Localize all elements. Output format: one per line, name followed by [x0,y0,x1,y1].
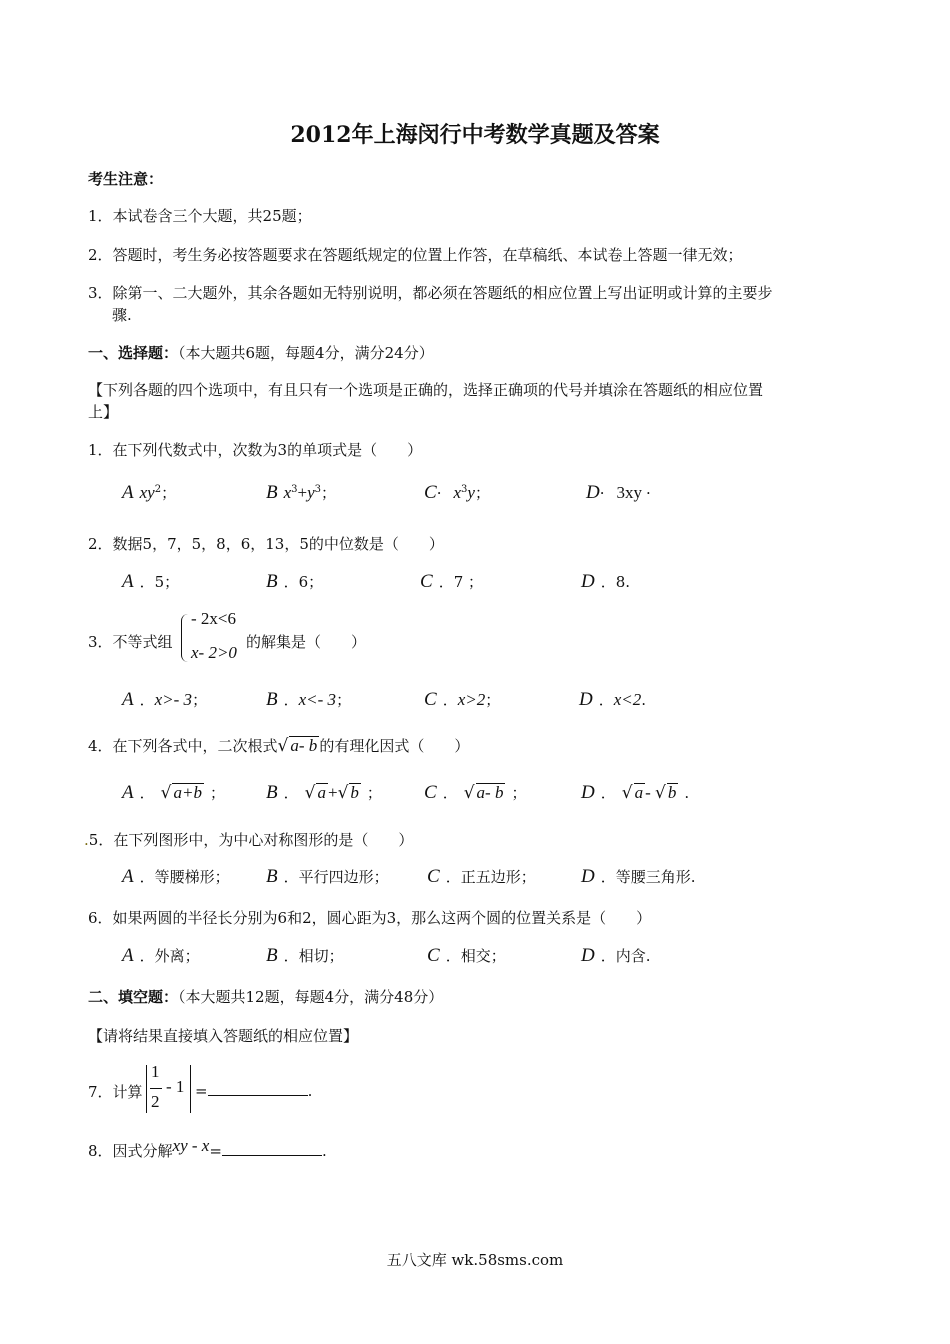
option-dot: · [599,484,605,502]
radicand: a- b [290,736,318,755]
question-8-stem [88,1136,327,1161]
plus-sign: + [297,483,308,502]
q3-option-c[interactable] [424,689,500,711]
option-letter: A [122,571,134,592]
option-punct: ； [485,691,501,709]
option-punct: ； [366,784,382,802]
option-punct: ； [161,484,177,502]
question-3-suffix: 的解集是（ ） [246,633,367,651]
math-expr: y [467,483,475,502]
notice-item-2: 2．答题时，考生务必按答题要求在答题纸规定的位置上作答，在草稿纸、本试卷上答题一律无效； [88,246,743,264]
q5-option-a[interactable] [122,866,230,888]
option-letter: A [122,945,134,966]
option-text: ．外离； [139,947,200,965]
section1-instruction-cont: 上】 [88,403,119,421]
option-dot: · [436,484,442,502]
q1-option-a[interactable] [122,482,176,504]
math-expr: xy [139,483,155,502]
question-7-prefix: 7．计算 [88,1083,143,1101]
q3-option-b[interactable] [266,689,351,711]
section2-heading: 二、填空题： [88,988,179,1006]
abs-bar-left [146,1065,147,1113]
option-text: ．相切； [283,947,344,965]
option-punct: ； [511,784,527,802]
system-line-1: - 2x<6 [191,609,236,628]
option-text: ．8. [600,573,631,591]
option-letter: C [424,482,437,503]
question-4-stem [88,735,469,756]
math-expr: xy - x [172,1136,210,1155]
section1-instruction: 【下列各题的四个选项中，有且只有一个选项是正确的，选择正确项的代号并填涂在答题纸的相应位置 [88,381,764,399]
q2-option-d[interactable] [581,571,630,593]
exponent: 3 [314,484,322,495]
exponent: 2 [154,484,162,495]
section1-info: （本大题共6题，每题4分，满分24分） [178,344,434,362]
option-punct: ； [474,484,490,502]
option-text: ．5； [139,573,180,591]
q3-option-d[interactable] [579,689,646,711]
q4-option-a[interactable]: A ． √ a+b ； [122,782,225,803]
equals-sign: = [209,1142,222,1160]
option-text: ． [598,691,614,709]
exponent: 3 [291,484,298,495]
section1-header [88,342,434,363]
math-expr: x<2 [613,690,642,709]
minus-one: - 1 [166,1077,185,1096]
option-letter: A [122,689,134,710]
period: . [307,1082,313,1100]
radicand: b [667,783,677,802]
option-letter: C [427,945,440,966]
sqrt-icon: √ [304,783,316,803]
question-7-answer [195,1081,312,1100]
option-letter: D [581,866,595,887]
option-text: ． [442,691,458,709]
question-5-text: 5．在下列图形中，为中心对称图形的是（ ） [88,831,414,849]
notice-item-3-cont: 骤. [112,306,132,324]
question-1-stem: 1．在下列代数式中，次数为3的单项式是（ ） [88,441,423,459]
q2-option-b[interactable] [266,571,323,593]
math-expr: x [283,483,292,502]
q4-option-b[interactable]: B ． √ a +√ b ； [266,782,382,803]
answer-blank[interactable] [208,1081,308,1096]
option-text: ．6； [283,573,324,591]
option-letter: B [266,782,278,803]
question-4-prefix: 4．在下列各式中，二次根式 [88,737,278,755]
abs-bar-right [190,1065,191,1113]
system-brace [181,614,188,662]
equals-sign: = [195,1082,208,1100]
option-letter: B [266,482,278,503]
plus-sign: + [327,783,338,802]
option-letter: D [581,571,595,592]
section2-instruction: 【请将结果直接填入答题纸的相应位置】 [88,1027,359,1045]
question-8-prefix: 8．因式分解 [88,1142,173,1160]
math-expr: y [307,483,315,502]
sqrt-icon: √ [337,783,349,803]
option-letter: C [427,866,440,887]
q6-option-a[interactable] [122,945,200,967]
math-expr: x>- 3 [154,690,193,709]
option-letter: D [581,945,595,966]
q1-option-d[interactable] [586,482,651,504]
option-punct: . [684,784,690,802]
margin-mark: . [84,831,89,849]
radicand: a+b [173,783,202,802]
option-letter: B [266,571,278,592]
q3-option-a[interactable] [122,689,207,711]
option-letter: B [266,866,278,887]
math-expr: x>2 [457,690,486,709]
question-3-prefix: 3．不等式组 [88,633,173,651]
answer-blank[interactable] [222,1141,322,1156]
option-letter: D [579,689,593,710]
section2-info: （本大题共12题，每题4分，满分48分） [178,988,444,1006]
math-expr: x<- 3 [298,690,337,709]
q6-option-b[interactable] [266,945,344,967]
sqrt-icon: √ [655,783,666,803]
q2-option-a[interactable] [122,571,179,593]
sqrt-icon: √ [277,736,289,756]
footer-watermark: 五八文库 wk.58sms.com [386,1251,564,1269]
option-punct: ； [209,784,225,802]
math-expr: 3xy [616,483,643,502]
exponent: 3 [461,484,468,495]
option-text: ． [139,691,155,709]
option-letter: A [122,482,134,503]
option-text: ．相交； [445,947,506,965]
option-letter: C [424,689,437,710]
option-letter: C [420,571,433,592]
fraction-line [150,1088,162,1089]
question-6-stem: 6．如果两圆的半径长分别为6和2，圆心距为3，那么这两个圆的位置关系是（ ） [88,909,652,927]
minus-sign: - [645,783,656,802]
question-4-suffix: 的有理化因式（ ） [319,737,470,755]
option-text: ．等腰三角形. [600,868,696,886]
option-punct: · [646,484,651,502]
q4-option-d[interactable]: D ． √ a - √ b . [581,782,690,803]
q6-option-c[interactable] [427,945,506,967]
option-punct: ； [192,691,208,709]
notice-item-1: 1．本试卷含三个大题，共25题； [88,207,312,225]
question-2-stem: 2．数据5，7，5，8，6，13，5的中位数是（ ） [88,535,444,553]
option-letter: D [581,782,595,803]
question-5-stem [84,829,413,850]
system-line-2: x- 2>0 [191,643,237,662]
q2-option-c[interactable] [420,571,483,593]
q1-option-b[interactable] [266,482,336,504]
radicand: a [634,783,644,802]
option-punct: . [641,691,647,709]
notice-heading: 考生注意： [88,170,164,188]
sqrt-icon: √ [621,783,633,803]
notice-item-3: 3．除第一、二大题外，其余各题如无特别说明，都必须在答题纸的相应位置上写出证明或计算的主要步 [88,284,773,302]
section1-heading: 一、选择题： [88,344,179,362]
section2-header [88,986,443,1007]
option-text: ．平行四边形； [283,868,389,886]
option-letter: D [586,482,600,503]
page-title: 2012年上海闵行中考数学真题及答案 [290,122,660,148]
option-letter: B [266,689,278,710]
option-text: ．7 ； [438,573,483,591]
q4-option-c[interactable]: C ． √ a- b ； [424,782,527,803]
fraction-numerator: 1 [151,1062,160,1081]
option-letter: C [424,782,437,803]
fraction-denominator: 2 [151,1092,160,1111]
radicand: a- b [476,783,504,802]
q5-option-d[interactable] [581,866,696,888]
radicand: a [317,783,326,802]
option-text: ． [283,691,299,709]
q1-option-c[interactable] [424,482,490,504]
q5-option-c[interactable] [427,866,536,888]
option-letter: A [122,782,134,803]
option-punct: ； [336,691,352,709]
option-letter: A [122,866,134,887]
sqrt-icon: √ [463,783,475,803]
math-expr: x [453,483,462,502]
option-letter: B [266,945,278,966]
option-text: ．正五边形； [445,868,536,886]
q5-option-b[interactable] [266,866,389,888]
option-text: ．等腰梯形； [139,868,230,886]
option-punct: ； [321,484,337,502]
sqrt-icon: √ [160,783,172,803]
period: . [321,1142,327,1160]
option-text: ．内含. [600,947,651,965]
radicand: b [350,783,359,802]
q6-option-d[interactable] [581,945,651,967]
